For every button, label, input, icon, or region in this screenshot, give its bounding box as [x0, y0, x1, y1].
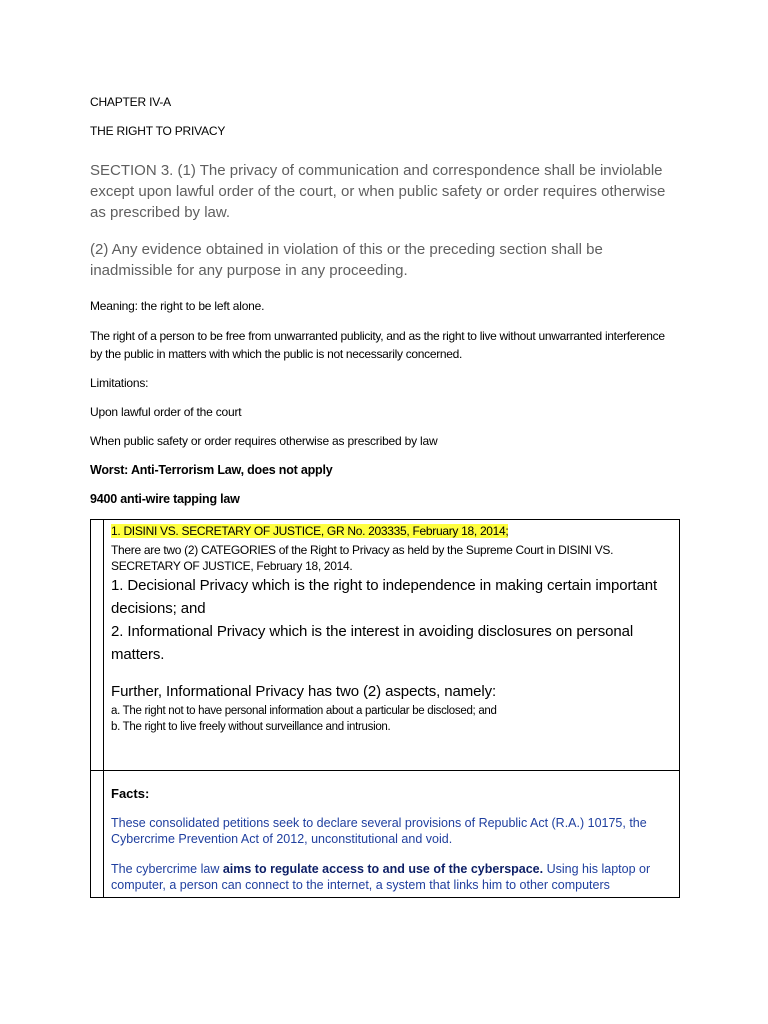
aspect-b: b. The right to live freely without surveillance and intrusion.: [111, 721, 391, 733]
chapter-heading: CHAPTER IV-A: [90, 95, 171, 109]
facts-para2-post: Using his laptop or computer, a person can connect to the internet, a system that links him to other computers: [111, 862, 651, 892]
facts-paragraph-1: These consolidated petitions seek to declare several provisions of Republic Act (R.A.) 10175, the Cybercrime Prevention Act of 2012, unconstitutional and void.: [111, 816, 647, 846]
meaning-text: Meaning: the right to be left alone.: [90, 299, 265, 313]
further-aspects: Further, Informational Privacy has two (2) aspects, namely:: [111, 683, 497, 700]
limitation-2: When public safety or order requires otherwise as prescribed by law: [90, 434, 438, 448]
case-intro: There are two (2) CATEGORIES of the Right to Privacy as held by the Supreme Court in DISINI VS. SECRETARY OF JUSTICE, February 18, 2014.: [111, 543, 614, 573]
definition-text: The right of a person to be free from unwarranted publicity, and as the right to live without unwarranted interference by the public in matters with which the public is not necessarily concerned.: [90, 329, 665, 361]
case-table: [90, 519, 680, 898]
section-3-paragraph-1: SECTION 3. (1) The privacy of communication and correspondence shall be inviolable except upon lawful order of the court, or when public safety or order requires otherwise as prescribed by law.: [90, 162, 666, 221]
limitation-1: Upon lawful order of the court: [90, 405, 242, 419]
table-row: [91, 770, 679, 897]
limitations-label: Limitations:: [90, 376, 149, 390]
row-gutter: [103, 771, 104, 897]
facts-label: Facts:: [111, 786, 150, 801]
aspect-a: a. The right not to have personal information about a particular be disclosed; and: [111, 705, 497, 717]
table-row: [91, 520, 679, 770]
case-title-highlight: 1. DISINI VS. SECRETARY OF JUSTICE, GR No. 203335, February 18, 2014;: [111, 524, 509, 538]
facts-cell: [111, 771, 679, 893]
law-note: 9400 anti-wire tapping law: [90, 492, 240, 506]
informational-privacy: 2. Informational Privacy which is the interest in avoiding disclosures on personal matters.: [111, 623, 634, 663]
worst-note: Worst: Anti-Terrorism Law, does not apply: [90, 463, 333, 477]
row-gutter: [103, 520, 104, 770]
chapter-title: THE RIGHT TO PRIVACY: [90, 124, 226, 138]
decisional-privacy: 1. Decisional Privacy which is the right to independence in making certain important decisions; and: [111, 577, 658, 617]
facts-para2-bold: aims to regulate access to and use of the cyberspace.: [222, 862, 544, 876]
facts-para2-pre: The cybercrime law: [111, 862, 223, 876]
facts-paragraph-2: [111, 861, 671, 893]
section-3-paragraph-2: (2) Any evidence obtained in violation of this or the preceding section shall be inadmissible for any purpose in any proceeding.: [90, 241, 603, 279]
case-cell: [111, 520, 679, 735]
